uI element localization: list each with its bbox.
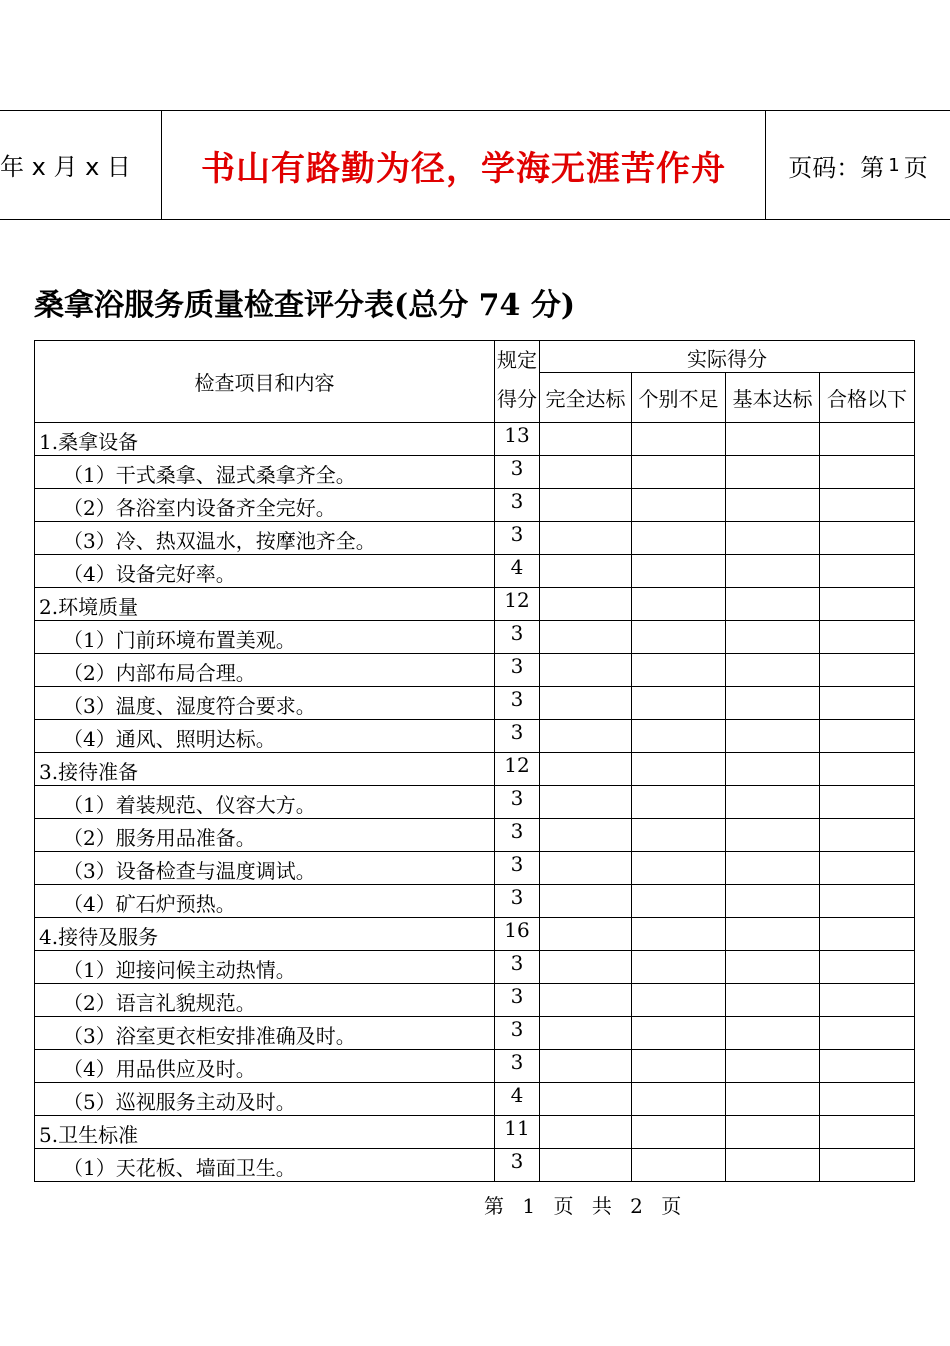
points-cell: 3 bbox=[495, 522, 540, 555]
table-row bbox=[35, 687, 915, 720]
score-cell-partial[interactable] bbox=[632, 918, 726, 951]
footer-total: 2 bbox=[630, 1194, 643, 1218]
points-cell: 11 bbox=[495, 1116, 540, 1149]
footer-word-1: 第 bbox=[484, 1194, 504, 1218]
footer-word-4: 页 bbox=[661, 1194, 682, 1218]
score-cell-partial[interactable] bbox=[632, 753, 726, 786]
points-cell: 3 bbox=[495, 951, 540, 984]
column-header-full: 完全达标 bbox=[540, 373, 632, 423]
header-motto: 书山有路勤为径，学海无涯苦作舟 bbox=[162, 111, 766, 219]
score-cell-below[interactable] bbox=[820, 621, 915, 654]
score-cell-basic[interactable] bbox=[726, 720, 820, 753]
footer-word-3: 共 bbox=[591, 1194, 612, 1218]
page-prefix: 页码：第 bbox=[788, 153, 885, 182]
score-cell-below[interactable] bbox=[820, 1050, 915, 1083]
score-cell-full[interactable] bbox=[540, 555, 632, 588]
score-cell-full[interactable] bbox=[540, 786, 632, 819]
score-cell-below[interactable] bbox=[820, 687, 915, 720]
item-label: （1）迎接问候主动热情。 bbox=[35, 951, 495, 984]
score-cell-below[interactable] bbox=[820, 984, 915, 1017]
score-cell-below[interactable] bbox=[820, 456, 915, 489]
page-title: 桑拿浴服务质量检查评分表(总分 74 分) bbox=[34, 288, 576, 323]
item-label: （1）天花板、墙面卫生。 bbox=[35, 1149, 495, 1182]
score-cell-basic[interactable] bbox=[726, 687, 820, 720]
score-cell-partial[interactable] bbox=[632, 1017, 726, 1050]
category-label: 3.接待准备 bbox=[35, 753, 495, 786]
footer-page: 1 bbox=[522, 1194, 536, 1218]
score-cell-basic[interactable] bbox=[726, 786, 820, 819]
score-cell-below[interactable] bbox=[820, 588, 915, 621]
table-row bbox=[35, 819, 915, 852]
score-cell-full[interactable] bbox=[540, 687, 632, 720]
score-cell-full[interactable] bbox=[540, 918, 632, 951]
table-row bbox=[35, 984, 915, 1017]
item-label: （4）设备完好率。 bbox=[35, 555, 495, 588]
points-cell: 3 bbox=[495, 852, 540, 885]
score-cell-below[interactable] bbox=[820, 555, 915, 588]
item-label: （2）服务用品准备。 bbox=[35, 819, 495, 852]
score-cell-basic[interactable] bbox=[726, 852, 820, 885]
score-cell-full[interactable] bbox=[540, 423, 632, 456]
points-cell: 3 bbox=[495, 654, 540, 687]
points-cell: 3 bbox=[495, 786, 540, 819]
item-label: （1）干式桑拿、湿式桑拿齐全。 bbox=[35, 456, 495, 489]
score-cell-basic[interactable] bbox=[726, 984, 820, 1017]
score-cell-full[interactable] bbox=[540, 819, 632, 852]
table-row bbox=[35, 918, 915, 951]
table-row bbox=[35, 885, 915, 918]
score-cell-basic[interactable] bbox=[726, 522, 820, 555]
score-cell-basic[interactable] bbox=[726, 555, 820, 588]
points-cell: 13 bbox=[495, 423, 540, 456]
points-cell: 4 bbox=[495, 1083, 540, 1116]
score-cell-basic[interactable] bbox=[726, 1050, 820, 1083]
score-cell-partial[interactable] bbox=[632, 885, 726, 918]
score-cell-below[interactable] bbox=[820, 918, 915, 951]
score-cell-basic[interactable] bbox=[726, 654, 820, 687]
score-cell-basic[interactable] bbox=[726, 885, 820, 918]
score-cell-full[interactable] bbox=[540, 522, 632, 555]
column-header-item: 检查项目和内容 bbox=[35, 341, 495, 423]
score-cell-full[interactable] bbox=[540, 951, 632, 984]
item-label: （1）门前环境布置美观。 bbox=[35, 621, 495, 654]
score-cell-basic[interactable] bbox=[726, 951, 820, 984]
score-cell-full[interactable] bbox=[540, 720, 632, 753]
score-cell-partial[interactable] bbox=[632, 456, 726, 489]
item-label: （2）语言礼貌规范。 bbox=[35, 984, 495, 1017]
table-row bbox=[35, 1083, 915, 1116]
score-cell-full[interactable] bbox=[540, 456, 632, 489]
points-cell: 12 bbox=[495, 588, 540, 621]
page-footer bbox=[484, 1190, 681, 1219]
item-label: （4）矿石炉预热。 bbox=[35, 885, 495, 918]
score-cell-full[interactable] bbox=[540, 489, 632, 522]
score-cell-basic[interactable] bbox=[726, 588, 820, 621]
score-cell-below[interactable] bbox=[820, 720, 915, 753]
score-cell-below[interactable] bbox=[820, 1017, 915, 1050]
table-row bbox=[35, 522, 915, 555]
score-cell-basic[interactable] bbox=[726, 1149, 820, 1182]
page-header bbox=[0, 110, 950, 220]
score-cell-below[interactable] bbox=[820, 951, 915, 984]
score-cell-below[interactable] bbox=[820, 885, 915, 918]
table-row bbox=[35, 456, 915, 489]
score-cell-partial[interactable] bbox=[632, 951, 726, 984]
score-cell-partial[interactable] bbox=[632, 1116, 726, 1149]
table-row bbox=[35, 753, 915, 786]
points-cell: 3 bbox=[495, 720, 540, 753]
score-cell-full[interactable] bbox=[540, 621, 632, 654]
score-cell-partial[interactable] bbox=[632, 621, 726, 654]
category-label: 1.桑拿设备 bbox=[35, 423, 495, 456]
page-suffix: 页 bbox=[903, 153, 928, 182]
score-cell-below[interactable] bbox=[820, 423, 915, 456]
item-label: （3）冷、热双温水，按摩池齐全。 bbox=[35, 522, 495, 555]
table-row bbox=[35, 654, 915, 687]
table-row bbox=[35, 489, 915, 522]
table-row bbox=[35, 786, 915, 819]
points-cell: 3 bbox=[495, 885, 540, 918]
score-cell-partial[interactable] bbox=[632, 489, 726, 522]
score-cell-partial[interactable] bbox=[632, 786, 726, 819]
score-cell-partial[interactable] bbox=[632, 522, 726, 555]
table-row bbox=[35, 1116, 915, 1149]
score-cell-full[interactable] bbox=[540, 1149, 632, 1182]
points-cell: 3 bbox=[495, 819, 540, 852]
points-cell: 3 bbox=[495, 984, 540, 1017]
score-cell-below[interactable] bbox=[820, 489, 915, 522]
table-row bbox=[35, 852, 915, 885]
score-cell-partial[interactable] bbox=[632, 1149, 726, 1182]
page-number: 1 bbox=[888, 154, 900, 176]
item-label: （3）浴室更衣柜安排准确及时。 bbox=[35, 1017, 495, 1050]
score-cell-basic[interactable] bbox=[726, 489, 820, 522]
score-cell-below[interactable] bbox=[820, 522, 915, 555]
column-header-actual: 实际得分 bbox=[540, 341, 915, 373]
item-label: （5）巡视服务主动及时。 bbox=[35, 1083, 495, 1116]
score-cell-basic[interactable] bbox=[726, 1017, 820, 1050]
table-row bbox=[35, 1017, 915, 1050]
score-cell-full[interactable] bbox=[540, 654, 632, 687]
table-row bbox=[35, 1050, 915, 1083]
category-label: 4.接待及服务 bbox=[35, 918, 495, 951]
score-cell-below[interactable] bbox=[820, 1116, 915, 1149]
score-cell-full[interactable] bbox=[540, 588, 632, 621]
item-label: （4）用品供应及时。 bbox=[35, 1050, 495, 1083]
footer-word-2: 页 bbox=[553, 1194, 574, 1218]
table-row bbox=[35, 588, 915, 621]
score-cell-below[interactable] bbox=[820, 852, 915, 885]
score-cell-full[interactable] bbox=[540, 1116, 632, 1149]
score-cell-full[interactable] bbox=[540, 1017, 632, 1050]
score-cell-partial[interactable] bbox=[632, 1083, 726, 1116]
score-cell-full[interactable] bbox=[540, 1050, 632, 1083]
column-header-points-top: 规定 bbox=[495, 341, 540, 373]
points-cell: 3 bbox=[495, 1149, 540, 1182]
table-row bbox=[35, 1149, 915, 1182]
item-label: （1）着装规范、仪容大方。 bbox=[35, 786, 495, 819]
score-cell-partial[interactable] bbox=[632, 423, 726, 456]
score-cell-partial[interactable] bbox=[632, 687, 726, 720]
score-cell-partial[interactable] bbox=[632, 588, 726, 621]
score-cell-partial[interactable] bbox=[632, 1050, 726, 1083]
category-label: 2.环境质量 bbox=[35, 588, 495, 621]
points-cell: 3 bbox=[495, 489, 540, 522]
score-cell-full[interactable] bbox=[540, 984, 632, 1017]
score-cell-partial[interactable] bbox=[632, 819, 726, 852]
score-cell-basic[interactable] bbox=[726, 423, 820, 456]
header-date: 年 x 月 x 日 bbox=[0, 111, 162, 219]
score-cell-basic[interactable] bbox=[726, 918, 820, 951]
table-row bbox=[35, 621, 915, 654]
score-cell-partial[interactable] bbox=[632, 654, 726, 687]
points-cell: 3 bbox=[495, 1050, 540, 1083]
table-body bbox=[35, 423, 915, 1182]
category-label: 5.卫生标准 bbox=[35, 1116, 495, 1149]
column-header-below: 合格以下 bbox=[820, 373, 915, 423]
score-cell-below[interactable] bbox=[820, 1149, 915, 1182]
score-cell-basic[interactable] bbox=[726, 621, 820, 654]
header-page-number bbox=[766, 111, 950, 219]
table-row bbox=[35, 720, 915, 753]
score-cell-partial[interactable] bbox=[632, 555, 726, 588]
score-cell-full[interactable] bbox=[540, 753, 632, 786]
score-cell-full[interactable] bbox=[540, 1083, 632, 1116]
item-label: （3）设备检查与温度调试。 bbox=[35, 852, 495, 885]
points-cell: 4 bbox=[495, 555, 540, 588]
item-label: （3）温度、湿度符合要求。 bbox=[35, 687, 495, 720]
item-label: （2）内部布局合理。 bbox=[35, 654, 495, 687]
points-cell: 16 bbox=[495, 918, 540, 951]
score-cell-below[interactable] bbox=[820, 819, 915, 852]
score-cell-full[interactable] bbox=[540, 852, 632, 885]
table-row bbox=[35, 423, 915, 456]
points-cell: 3 bbox=[495, 456, 540, 489]
table-row bbox=[35, 555, 915, 588]
item-label: （2）各浴室内设备齐全完好。 bbox=[35, 489, 495, 522]
points-cell: 3 bbox=[495, 1017, 540, 1050]
score-cell-basic[interactable] bbox=[726, 1083, 820, 1116]
column-header-points-bottom: 得分 bbox=[495, 373, 540, 423]
score-cell-below[interactable] bbox=[820, 786, 915, 819]
score-table bbox=[34, 340, 915, 1182]
points-cell: 3 bbox=[495, 621, 540, 654]
score-cell-partial[interactable] bbox=[632, 720, 726, 753]
points-cell: 12 bbox=[495, 753, 540, 786]
score-cell-partial[interactable] bbox=[632, 984, 726, 1017]
score-cell-below[interactable] bbox=[820, 1083, 915, 1116]
score-cell-below[interactable] bbox=[820, 753, 915, 786]
score-cell-partial[interactable] bbox=[632, 852, 726, 885]
column-header-basic: 基本达标 bbox=[726, 373, 820, 423]
item-label: （4）通风、照明达标。 bbox=[35, 720, 495, 753]
score-cell-basic[interactable] bbox=[726, 1116, 820, 1149]
score-cell-basic[interactable] bbox=[726, 456, 820, 489]
score-cell-basic[interactable] bbox=[726, 819, 820, 852]
table-row bbox=[35, 951, 915, 984]
score-cell-full[interactable] bbox=[540, 885, 632, 918]
column-header-partial: 个别不足 bbox=[632, 373, 726, 423]
score-cell-below[interactable] bbox=[820, 654, 915, 687]
score-cell-basic[interactable] bbox=[726, 753, 820, 786]
points-cell: 3 bbox=[495, 687, 540, 720]
